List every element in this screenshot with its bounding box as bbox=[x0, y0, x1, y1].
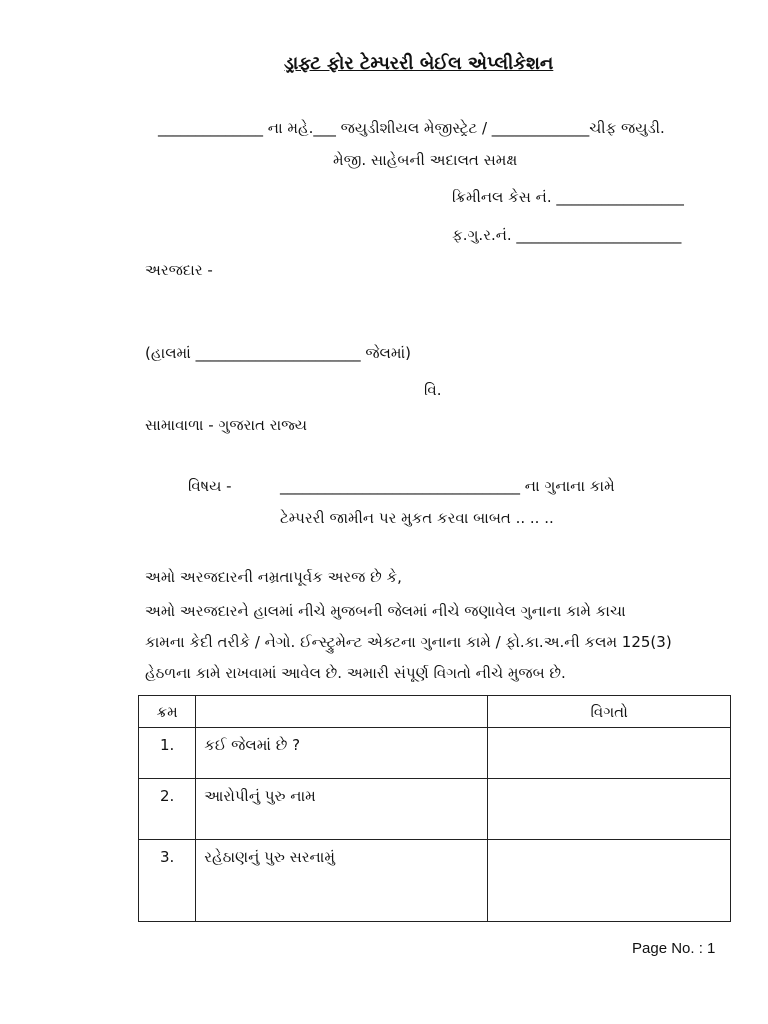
applicant-label: અરજદાર - bbox=[145, 261, 213, 279]
header-item bbox=[196, 696, 488, 728]
row-detail bbox=[488, 728, 731, 779]
court-line-1: ______________ ના મહે.___ જયુડીશીયલ મેજીસ્ટ્રેટ / _____________ચીફ જયુડી. bbox=[158, 119, 665, 137]
row-detail bbox=[488, 779, 731, 840]
criminal-case-number: ક્રિમીનલ કેસ નં. _________________ bbox=[452, 188, 684, 206]
court-line-2: મેજી. સાહેબની અદાલત સમક્ષ bbox=[333, 151, 518, 169]
table-row bbox=[139, 779, 731, 840]
row-serial: 3. bbox=[139, 840, 196, 922]
body-paragraph-1: અમો અરજદારની નમ્રતાપૂર્વક અરજ છે કે, bbox=[145, 568, 402, 586]
row-item: કઈ જેલમાં છે ? bbox=[196, 728, 488, 779]
row-serial: 2. bbox=[139, 779, 196, 840]
page-number: Page No. : 1 bbox=[632, 940, 716, 957]
respondent-line: સામાવાળા - ગુજરાત રાજ્ય bbox=[145, 416, 307, 434]
table-row bbox=[139, 728, 731, 779]
header-details: વિગતો bbox=[488, 696, 731, 728]
versus-label: વિ. bbox=[424, 381, 442, 399]
subject-line-1: ________________________________ ના ગુનાના કામે bbox=[280, 477, 615, 495]
row-serial: 1. bbox=[139, 728, 196, 779]
subject-line-2: ટેમ્પરરી જામીન પર મુકત કરવા બાબત .. .. .. bbox=[280, 509, 554, 527]
body-paragraph-2-line-1: અમો અરજદારને હાલમાં નીચે મુજબની જેલમાં નીચે જણાવેલ ગુનાના કામે કાચા bbox=[145, 602, 626, 620]
table-row bbox=[139, 840, 731, 922]
document-title: ડ્રાફ્ટ ફોર ટેમ્પરરી બેઈલ એપ્લીકેશન bbox=[284, 53, 554, 74]
row-detail bbox=[488, 840, 731, 922]
details-table bbox=[138, 695, 731, 922]
row-item: રહેઠાણનું પુરુ સરનામું bbox=[196, 840, 488, 922]
body-paragraph-2-line-3: હેઠળના કામે રાખવામાં આવેલ છે. અમારી સંપૂર્ણ વિગતો નીચે મુજબ છે. bbox=[145, 664, 566, 682]
fir-number: ફ.ગુ.ર.નં. ______________________ bbox=[452, 226, 682, 244]
subject-label: વિષય - bbox=[188, 477, 232, 495]
body-paragraph-2-line-2: કામના કેદી તરીકે / નેગો. ઈન્સ્ટ્રુમેન્ટ એક્ટના ગુનાના કામે / ફો.કા.અ.ની કલમ 125(3) bbox=[145, 633, 672, 651]
jail-line: (હાલમાં ______________________ જેલમાં) bbox=[145, 344, 411, 362]
table-header-row bbox=[139, 696, 731, 728]
header-serial: ક્રમ bbox=[139, 696, 196, 728]
row-item: આરોપીનું પુરુ નામ bbox=[196, 779, 488, 840]
